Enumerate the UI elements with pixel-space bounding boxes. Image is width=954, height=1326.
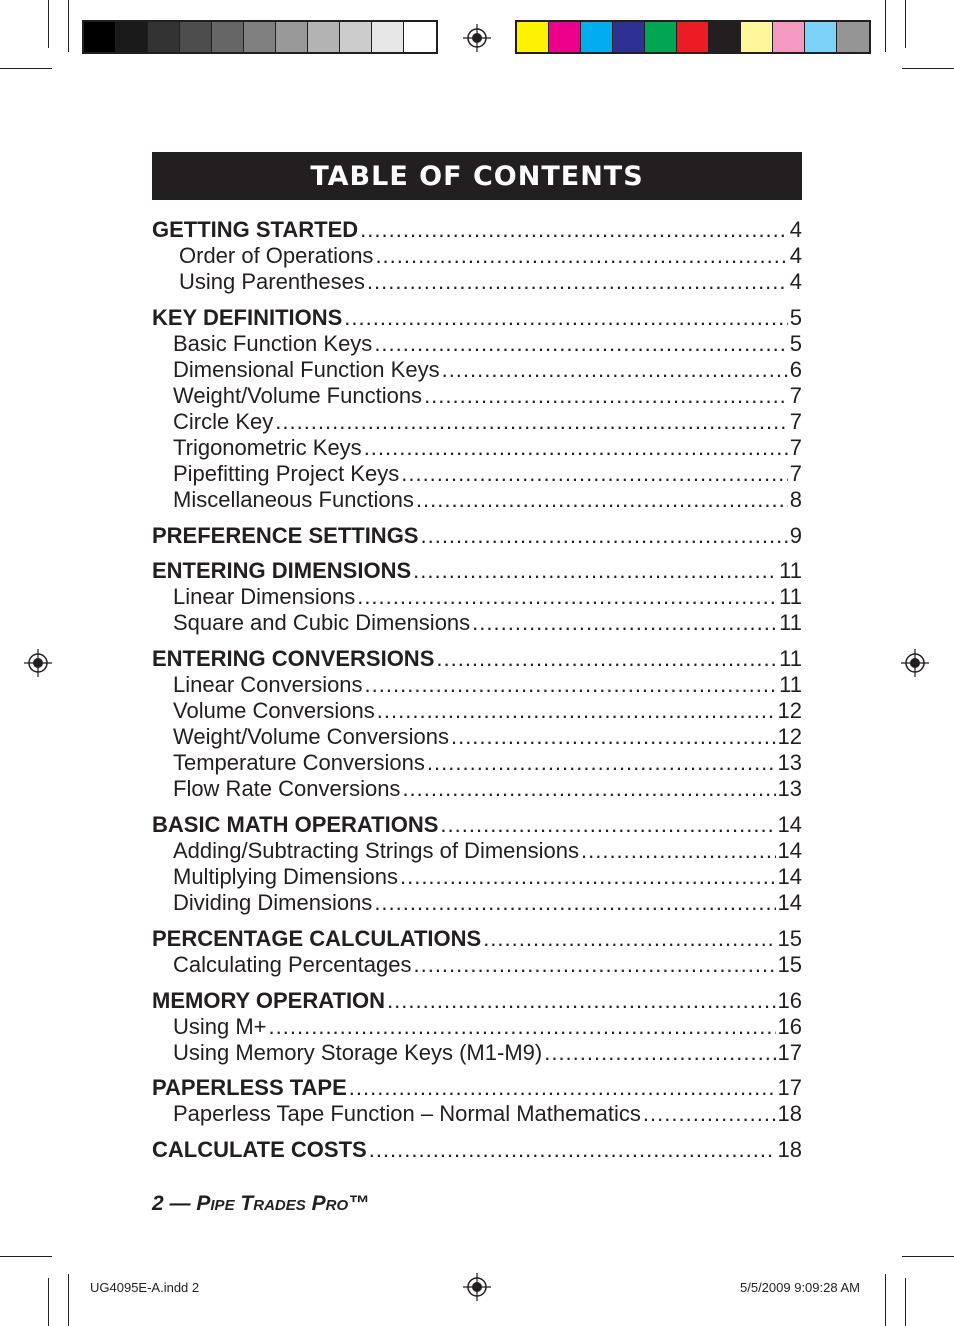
dot-leader xyxy=(374,890,775,916)
toc-entry-title: Circle Key xyxy=(173,409,274,434)
color-swatch xyxy=(773,22,805,52)
toc-entry-title: Using Parentheses xyxy=(179,269,365,294)
toc-page-number: 16 xyxy=(777,1014,802,1039)
toc-entry-title: Linear Conversions xyxy=(173,672,363,697)
toc-page-number: 7 xyxy=(789,383,802,408)
page-number: 2 xyxy=(152,1192,164,1215)
footer-title xyxy=(152,1192,369,1216)
toc-page-number: 12 xyxy=(777,724,802,749)
toc-entry-title: CALCULATE COSTS xyxy=(152,1137,367,1162)
crop-mark xyxy=(905,1278,906,1326)
registration-mark-icon xyxy=(463,24,491,52)
toc-entry-title: KEY DEFINITIONS xyxy=(152,305,343,330)
crop-mark xyxy=(902,1256,954,1257)
toc-page-number: 4 xyxy=(789,217,802,242)
slug-date: 5/5/2009 9:09:28 AM xyxy=(740,1280,860,1295)
toc-entry-title: Dimensional Function Keys xyxy=(173,357,440,382)
toc-page-number: 5 xyxy=(789,331,802,356)
toc-entry xyxy=(152,584,802,610)
toc-entry-title: Dividing Dimensions xyxy=(173,890,373,915)
color-swatch xyxy=(677,22,709,52)
dot-leader xyxy=(436,646,777,672)
toc-entry xyxy=(152,776,802,802)
toc-entry xyxy=(152,724,802,750)
toc-section-heading xyxy=(152,812,802,838)
dot-leader xyxy=(377,698,776,724)
trademark: ™ xyxy=(348,1192,370,1215)
color-swatch xyxy=(308,22,340,52)
crop-mark xyxy=(68,0,69,52)
dot-leader xyxy=(275,409,788,435)
color-swatch xyxy=(180,22,212,52)
dot-leader xyxy=(643,1101,776,1127)
toc-page-number: 11 xyxy=(779,584,802,609)
crop-mark xyxy=(902,68,954,69)
toc-entry xyxy=(152,890,802,916)
toc-entry-title: ENTERING CONVERSIONS xyxy=(152,646,435,671)
toc-entry-title: Weight/Volume Conversions xyxy=(173,724,449,749)
dot-leader xyxy=(416,487,788,513)
color-swatch xyxy=(645,22,677,52)
brand-p3: P xyxy=(311,1192,326,1215)
color-swatch xyxy=(84,22,116,52)
toc-entry xyxy=(152,750,802,776)
toc-page-number: 14 xyxy=(777,812,802,837)
toc-entry-title: Temperature Conversions xyxy=(173,750,425,775)
crop-mark xyxy=(48,1278,49,1326)
toc-entry xyxy=(152,331,802,357)
toc-page-number: 15 xyxy=(777,926,802,951)
toc-entry xyxy=(152,672,802,698)
dot-leader xyxy=(472,610,777,636)
toc-entry-title: PREFERENCE SETTINGS xyxy=(152,523,419,548)
dot-leader xyxy=(269,1014,776,1040)
dot-leader xyxy=(367,269,788,295)
toc-entry-title: Linear Dimensions xyxy=(173,584,356,609)
brand-p3-rest: RO xyxy=(325,1197,349,1214)
toc-entry xyxy=(152,1014,802,1040)
dot-leader xyxy=(544,1040,775,1066)
toc-page-number: 17 xyxy=(777,1075,802,1100)
toc-entry xyxy=(152,838,802,864)
toc-entry xyxy=(152,952,802,978)
toc-entry-title: Calculating Percentages xyxy=(173,952,412,977)
toc-section-heading xyxy=(152,988,802,1014)
grayscale-color-bar xyxy=(82,20,438,54)
toc-page-number: 11 xyxy=(779,672,802,697)
color-swatch xyxy=(244,22,276,52)
toc-page-number: 12 xyxy=(777,698,802,723)
dot-leader xyxy=(424,383,788,409)
color-swatch xyxy=(581,22,613,52)
brand-p2: T xyxy=(240,1192,254,1215)
dot-leader xyxy=(360,217,788,243)
color-swatch xyxy=(613,22,645,52)
toc-entry-title: Basic Function Keys xyxy=(173,331,373,356)
toc-page-number: 13 xyxy=(777,750,802,775)
dot-leader xyxy=(349,1075,776,1101)
slug-filename: UG4095E-A.indd 2 xyxy=(90,1280,200,1295)
toc-page-number: 11 xyxy=(779,646,802,671)
dot-leader xyxy=(413,558,777,584)
toc-page-number: 5 xyxy=(789,305,802,330)
crop-mark xyxy=(885,0,886,52)
toc-entry-title: GETTING STARTED xyxy=(152,217,359,242)
dot-leader xyxy=(365,672,778,698)
color-swatch xyxy=(549,22,581,52)
toc-page-number: 14 xyxy=(777,864,802,889)
crop-mark xyxy=(905,0,906,48)
toc-page-number: 13 xyxy=(777,776,802,801)
color-swatch xyxy=(404,22,436,52)
toc-page-number: 16 xyxy=(777,988,802,1013)
crop-mark xyxy=(0,68,52,69)
toc-entry-title: Flow Rate Conversions xyxy=(173,776,401,801)
toc-page-number: 7 xyxy=(789,461,802,486)
toc-section-heading xyxy=(152,523,802,549)
toc-section-heading xyxy=(152,1075,802,1101)
toc-section-heading xyxy=(152,926,802,952)
color-swatch xyxy=(517,22,549,52)
toc-page-number: 8 xyxy=(789,487,802,512)
toc-entry xyxy=(152,243,802,269)
toc-page-number: 15 xyxy=(777,952,802,977)
dot-leader xyxy=(364,435,788,461)
registration-mark-icon xyxy=(463,1273,491,1301)
dot-leader xyxy=(581,838,776,864)
toc-title-bar xyxy=(152,152,802,200)
toc-page-number: 18 xyxy=(777,1101,802,1126)
dot-leader xyxy=(357,584,777,610)
toc-entry-title: MEMORY OPERATION xyxy=(152,988,386,1013)
crop-mark xyxy=(68,1274,69,1326)
toc-entry xyxy=(152,435,802,461)
dot-leader xyxy=(400,864,776,890)
brand-p2-rest: RADES xyxy=(253,1197,306,1214)
toc-page-number: 4 xyxy=(789,243,802,268)
crop-mark xyxy=(885,1274,886,1326)
color-swatch xyxy=(709,22,741,52)
toc-entry-title: Using Memory Storage Keys (M1-M9) xyxy=(173,1040,543,1065)
dot-leader xyxy=(401,461,788,487)
toc-page-number: 11 xyxy=(779,558,802,583)
toc-entry xyxy=(152,698,802,724)
dot-leader xyxy=(413,952,775,978)
toc-section-heading xyxy=(152,1137,802,1163)
toc-page-number: 11 xyxy=(779,610,802,635)
registration-mark-icon xyxy=(24,649,52,677)
dot-leader xyxy=(442,357,788,383)
dot-leader xyxy=(402,776,775,802)
color-swatch xyxy=(148,22,180,52)
color-swatch xyxy=(805,22,837,52)
dot-leader xyxy=(344,305,787,331)
color-swatch xyxy=(212,22,244,52)
toc-section-heading xyxy=(152,217,802,243)
toc-entry xyxy=(152,383,802,409)
toc-entry-title: Weight/Volume Functions xyxy=(173,383,423,408)
toc-entry xyxy=(152,1101,802,1127)
toc-page-number: 18 xyxy=(777,1137,802,1162)
dot-leader xyxy=(427,750,776,776)
registration-mark-icon xyxy=(901,649,929,677)
dot-leader xyxy=(420,523,787,549)
toc-entry xyxy=(152,1040,802,1066)
toc-entry xyxy=(152,610,802,636)
toc-section-heading xyxy=(152,646,802,672)
em-dash: — xyxy=(169,1192,191,1215)
dot-leader xyxy=(374,331,787,357)
dot-leader xyxy=(375,243,787,269)
toc-entry-title: Paperless Tape Function – Normal Mathematics xyxy=(173,1101,641,1126)
toc-entry-title: BASIC MATH OPERATIONS xyxy=(152,812,439,837)
toc-entry-title: Adding/Subtracting Strings of Dimensions xyxy=(173,838,579,863)
toc-page-number: 14 xyxy=(777,890,802,915)
toc-page-number: 14 xyxy=(777,838,802,863)
toc-page-number: 6 xyxy=(789,357,802,382)
toc-page-number: 4 xyxy=(789,269,802,294)
toc-page-number: 9 xyxy=(789,523,802,548)
crop-mark xyxy=(48,0,49,48)
toc-entry xyxy=(152,409,802,435)
toc-entry xyxy=(152,461,802,487)
color-swatch xyxy=(340,22,372,52)
dot-leader xyxy=(483,926,775,952)
toc-entry-title: Using M+ xyxy=(173,1014,267,1039)
toc-section-heading xyxy=(152,305,802,331)
dot-leader xyxy=(369,1137,776,1163)
toc-entry-title: Trigonometric Keys xyxy=(173,435,362,460)
toc-entry-title: Order of Operations xyxy=(179,243,374,268)
toc-entry xyxy=(152,357,802,383)
toc-page-number: 7 xyxy=(789,435,802,460)
brand-p1: P xyxy=(196,1192,211,1215)
color-swatch xyxy=(276,22,308,52)
toc-entry-title: ENTERING DIMENSIONS xyxy=(152,558,412,583)
toc-section-heading xyxy=(152,558,802,584)
toc-entry-title: Miscellaneous Functions xyxy=(173,487,414,512)
toc-entry-title: Multiplying Dimensions xyxy=(173,864,398,889)
toc-entry xyxy=(152,269,802,295)
toc-entry-title: Square and Cubic Dimensions xyxy=(173,610,471,635)
process-color-bar xyxy=(515,20,871,54)
toc-entry xyxy=(152,864,802,890)
toc-entry-title: PAPERLESS TAPE xyxy=(152,1075,347,1100)
page-title: TABLE OF CONTENTS xyxy=(310,160,644,192)
toc-entry-title: PERCENTAGE CALCULATIONS xyxy=(152,926,482,951)
toc-entry xyxy=(152,487,802,513)
color-swatch xyxy=(741,22,773,52)
brand-p1-rest: IPE xyxy=(210,1197,235,1214)
color-swatch xyxy=(372,22,404,52)
dot-leader xyxy=(451,724,776,750)
toc-page-number: 7 xyxy=(789,409,802,434)
dot-leader xyxy=(387,988,775,1014)
crop-mark xyxy=(0,1256,52,1257)
color-swatch xyxy=(116,22,148,52)
color-swatch xyxy=(837,22,869,52)
dot-leader xyxy=(440,812,775,838)
toc-entry-title: Pipefitting Project Keys xyxy=(173,461,400,486)
toc-entry-title: Volume Conversions xyxy=(173,698,375,723)
toc-page-number: 17 xyxy=(777,1040,802,1065)
